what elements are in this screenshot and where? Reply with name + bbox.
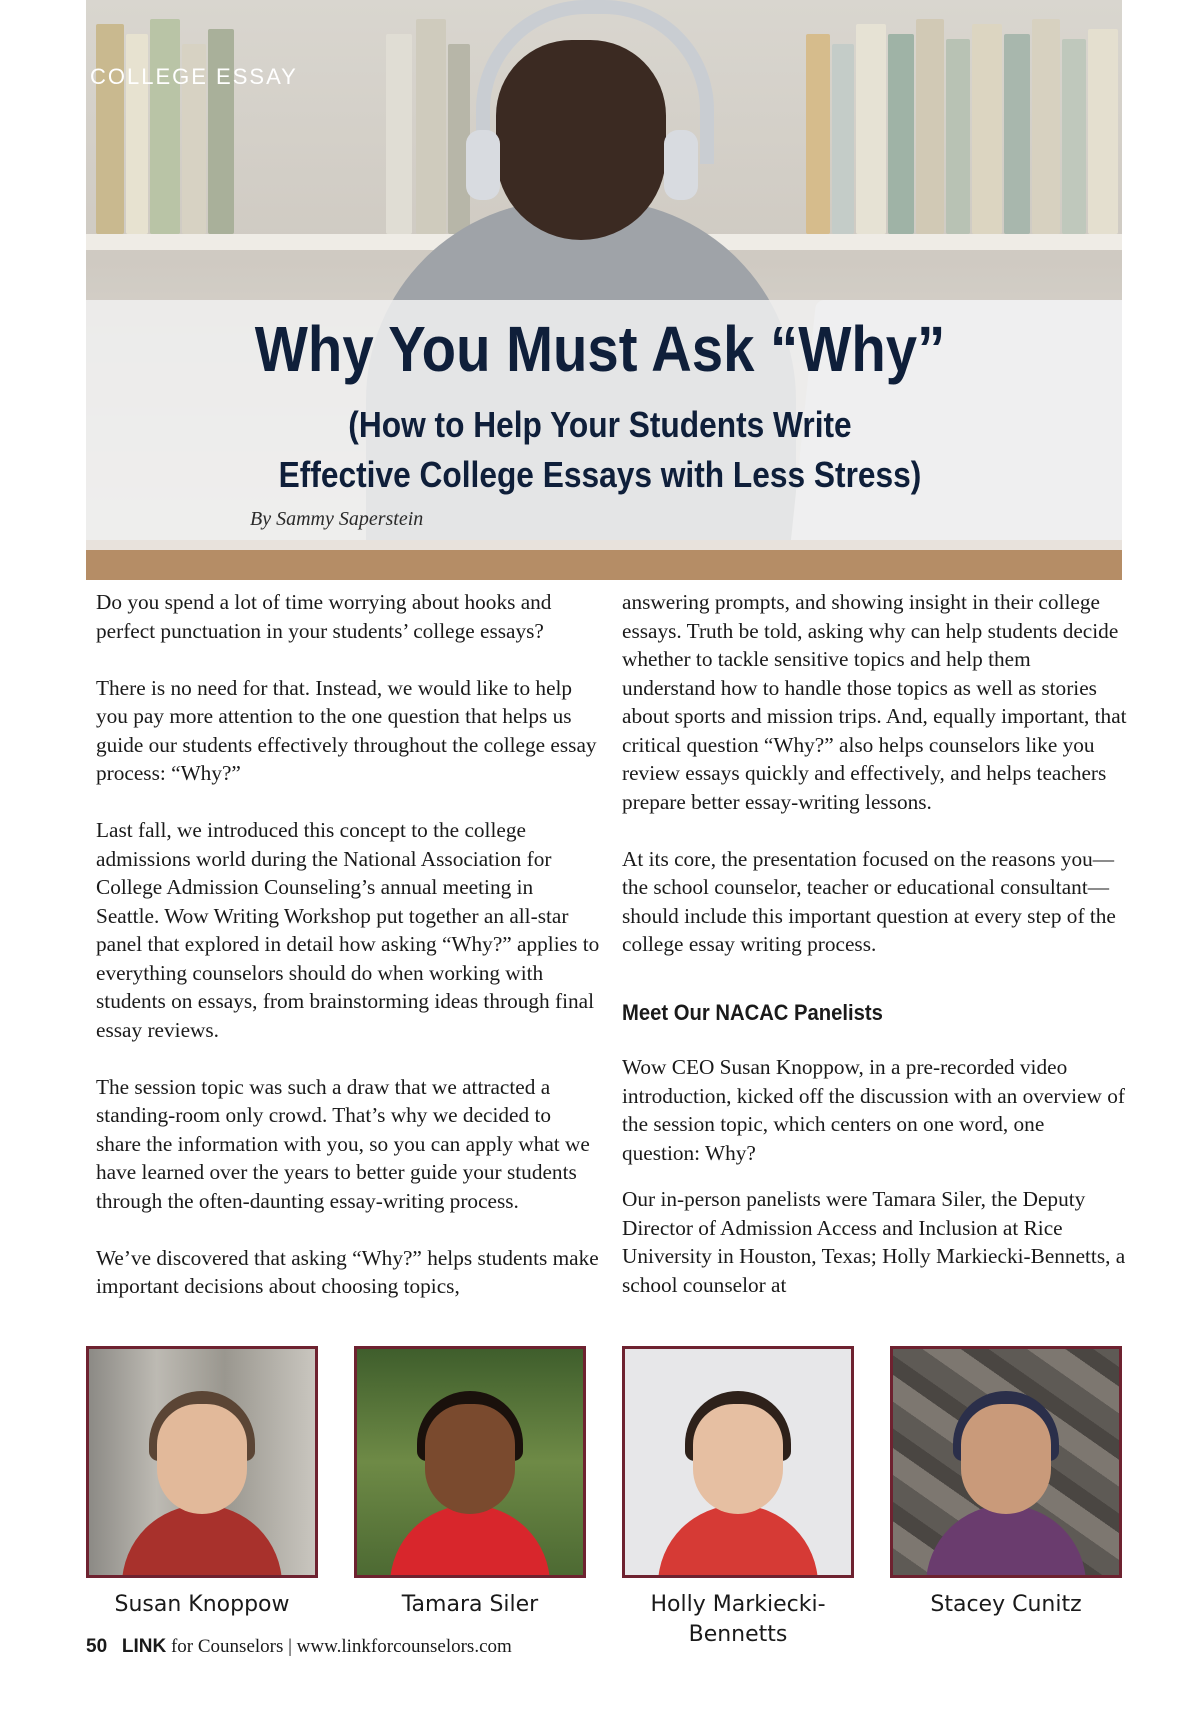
paragraph: There is no need for that. Instead, we would like to help you pay more attention to the one question that helps us guide our students effectively throughout the college essay process: “Why?”: [96, 675, 597, 785]
panelist-name: Tamara Siler: [401, 1592, 539, 1617]
paragraph: answering prompts, and showing insight in their college essays. Truth be told, asking why can help students decide whether to tackle sensitive topics and help them understand how to handle those topics as well as stories about sports and mission trips. And, equally important, that critical question “Why?” also helps counselors like you review essays quickly and effectively, and helps teachers prepare better essay-writing lessons.: [622, 590, 1127, 814]
panelist-name: Stacey Cunitz: [930, 1592, 1082, 1617]
paragraph: Last fall, we introduced this concept to the college admissions world during the National Association for College Admission Counseling’s annual meeting in Seattle. Wow Writing Workshop put together an all-star panel that explored in detail how asking “Why?” applies to everything counselors should do when working with students on essays, from brainstorming ideas through final essay reviews.: [96, 818, 600, 1042]
page-number: 50: [86, 1636, 108, 1657]
panelist-name: Susan Knoppow: [114, 1592, 290, 1617]
paragraph: Our in-person panelists were Tamara Siler, the Deputy Director of Admission Access and Inclusion at Rice University in Houston, Texas; Holly Markiecki-Bennetts, a school counselor at: [622, 1187, 1126, 1297]
section-label: COLLEGE ESSAY: [90, 64, 298, 89]
publication-info: for Counselors | www.linkforcounselors.com: [170, 1636, 512, 1657]
subtitle-line-1: (How to Help Your Students Write: [348, 404, 852, 445]
panelist-card: [622, 1346, 854, 1650]
panelist-photo: [354, 1346, 586, 1578]
paragraph: Wow CEO Susan Knoppow, in a pre-recorded video introduction, kicked off the discussion with an overview of the session topic, which centers on one word, one question: Why?: [622, 1055, 1125, 1165]
article-subtitle: [72, 400, 1128, 500]
subtitle-line-2: Effective College Essays with Less Stress): [278, 454, 922, 495]
right-column: [622, 588, 1127, 1328]
panelist-name: Holly Markiecki- Bennetts: [650, 1592, 826, 1647]
panelist-photo: [86, 1346, 318, 1578]
left-column: [96, 588, 601, 1329]
panelist-photo: [622, 1346, 854, 1578]
paragraph: At its core, the presentation focused on the reasons you—the school counselor, teacher or educational consultant—should include this important question at every step of the college essay writing process.: [622, 846, 1116, 956]
panelist-card: [86, 1346, 318, 1620]
page-footer: [86, 1636, 512, 1658]
article-title: Why You Must Ask “Why”: [254, 313, 946, 385]
paragraph: The session topic was such a draw that we attracted a standing-room only crowd. That’s why we decided to share the information with you, so you can apply what we have learned over the years to better guide your students through the often-daunting essay-writing process.: [96, 1074, 590, 1213]
panelist-card: [890, 1346, 1122, 1620]
section-subhead: Meet Our NACAC Panelists: [622, 999, 883, 1025]
panelist-photo: [890, 1346, 1122, 1578]
paragraph: Do you spend a lot of time worrying about hooks and perfect punctuation in your students’ college essays?: [96, 590, 552, 643]
publication-brand: LINK: [121, 1636, 167, 1657]
panelist-card: [354, 1346, 586, 1620]
byline: By Sammy Saperstein: [250, 508, 424, 530]
paragraph: We’ve discovered that asking “Why?” helps students make important decisions about choosing topics,: [96, 1245, 599, 1298]
